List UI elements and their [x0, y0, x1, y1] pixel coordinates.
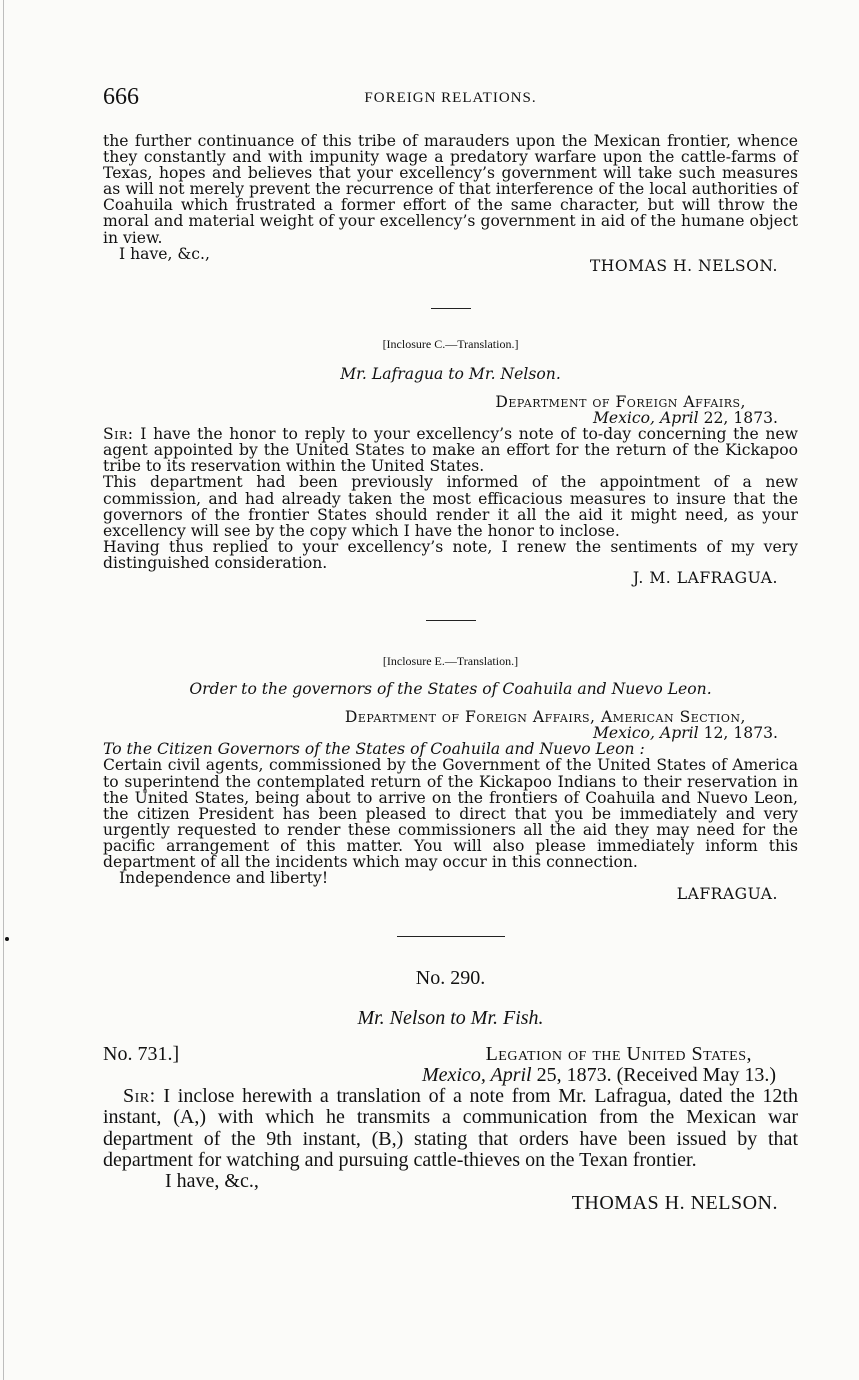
- inclosure-c-salutation: Sir:: [103, 425, 134, 444]
- inclosure-e-signature: LAFRAGUA.: [676, 885, 778, 904]
- section-divider: [426, 620, 476, 621]
- document-paragraph: [103, 1086, 798, 1171]
- inclosure-e-department: Department of Foreign Affairs, American Section,: [344, 708, 746, 727]
- document-290: [103, 967, 798, 1214]
- inclosure-e-closing: Independence and liberty!: [119, 869, 329, 888]
- document-paragraph-text: I inclose herewith a translation of a note from Mr. Lafragua, dated the 12th instant, (A,) with which he transmits a communication from the Mexican war department of the 9th instant, (B,) stating that orders have been issued by that department for watching and pursuing cattle-thieves on the Texan frontier.: [103, 1085, 798, 1172]
- dispatch-number: No. 731.]: [103, 1042, 180, 1065]
- page-edge-rule: [3, 0, 4, 1380]
- document-number: No. 290.: [415, 967, 486, 990]
- legation-line: Legation of the United States,: [485, 1042, 752, 1065]
- document-date-place: Mexico, April: [422, 1063, 532, 1086]
- document-closing: I have, &c.,: [165, 1170, 259, 1193]
- section-divider: [397, 936, 505, 937]
- inclosure-c-paragraph-1-text: I have the honor to reply to your excellency’s note of to-day concerning the new agent appointed by the United States to make an effort for the return of the Kickapoo tribe to its reservation within the United States.: [103, 425, 798, 476]
- inclosure-c-title: Mr. Lafragua to Mr. Nelson.: [340, 364, 561, 383]
- document-signature: THOMAS H. NELSON.: [571, 1191, 778, 1214]
- inclosure-e-date: [103, 725, 798, 741]
- inclosure-e-paragraph-1: Certain civil agents, commissioned by the Government of the United States of America to superintend the contemplated return of the Kickapoo Indians to their reservation in the United States, being about to arrive on the frontiers of Coahuila and Nuevo Leon, the citizen President has been pleased to direct that you be immediately and very urgently requested to render these commissioners all the aid they may need for the pacific arrangement of this matter. You will also please immediately inform this department of all the incidents which may occur in this connection.: [103, 756, 798, 871]
- opening-signature: THOMAS H. NELSON.: [589, 256, 778, 275]
- inclosure-c: [103, 337, 798, 586]
- inclosure-c-date-year: 22, 1873.: [703, 409, 778, 428]
- inclosure-e: [103, 654, 798, 902]
- running-head: FOREIGN RELATIONS.: [364, 90, 537, 106]
- document-heading-row: [103, 1044, 798, 1065]
- inclosure-e-title: Order to the governors of the States of Coahuila and Nuevo Leon.: [189, 680, 712, 699]
- inclosure-e-date-place: Mexico, April: [592, 724, 699, 743]
- inclosure-c-date: [103, 410, 798, 426]
- page-number: 666: [103, 84, 139, 110]
- inclosure-e-date-year: 12, 1873.: [703, 724, 778, 743]
- inclosure-c-signature: J. M. LAFRAGUA.: [632, 568, 778, 587]
- inclosure-c-label: [Inclosure C.—Translation.]: [382, 336, 519, 351]
- inclosure-c-paragraph-2: This department had been previously informed of the appointment of a new commission, and had already taken the most efficacious measures to insure that the governors of the frontier States should render it all the aid it might need, as your excellency will see by the copy which I have the honor to inclose.: [103, 473, 798, 540]
- inclosure-c-date-place: Mexico, April: [592, 409, 699, 428]
- document-date-year: 25, 1873.: [536, 1063, 612, 1086]
- opening-closing: I have, &c.,: [119, 244, 210, 263]
- page-header: [103, 80, 798, 110]
- section-divider: [431, 308, 471, 309]
- document-date: [103, 1065, 798, 1086]
- document-received: (Received May 13.): [616, 1063, 776, 1086]
- inclosure-e-address: To the Citizen Governors of the States of Coahuila and Nuevo Leon :: [103, 740, 645, 759]
- ink-speck: [5, 937, 9, 941]
- inclosure-e-label: [Inclosure E.—Translation.]: [382, 654, 519, 669]
- opening-paragraph: the further continuance of this tribe of marauders upon the Mexican frontier, whence they constantly and with impunity wage a predatory warfare upon the cattle-farms of Texas, hopes and believes that your excellency’s government will take such measures as will not merely prevent the recurrence of that interference of the local authorities of Coahuila which frustrated a former effort of the same character, but will throw the moral and material weight of your excellency’s government in aid of the humane object in view.: [103, 132, 798, 247]
- inclosure-c-department: Department of Foreign Affairs,: [495, 392, 746, 411]
- document-title: Mr. Nelson to Mr. Fish.: [357, 1007, 544, 1030]
- document-page: [103, 80, 798, 1214]
- inclosure-c-paragraph-1: [103, 426, 798, 474]
- document-salutation: Sir:: [123, 1085, 156, 1108]
- opening-letter-end: [103, 133, 798, 274]
- inclosure-c-paragraph-3: Having thus replied to your excellency’s note, I renew the sentiments of my very distinguished consideration.: [103, 537, 798, 572]
